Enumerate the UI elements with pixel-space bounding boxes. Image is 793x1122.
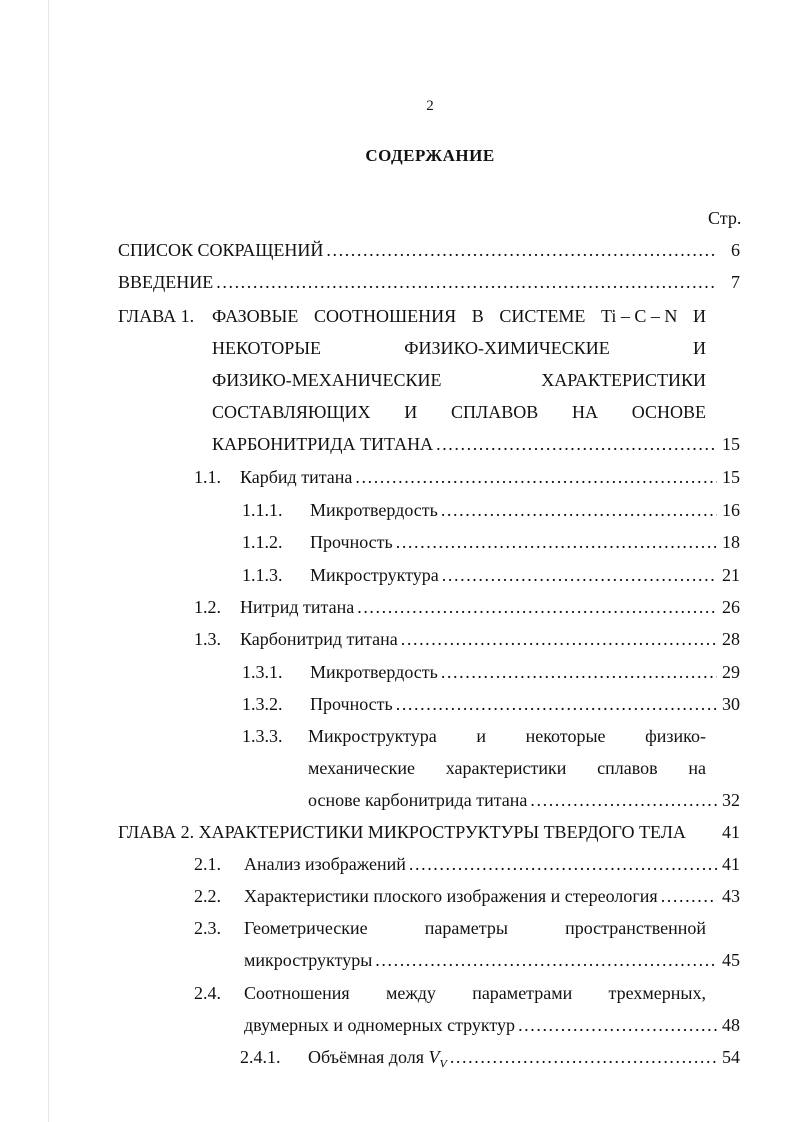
toc-page: 28 bbox=[722, 629, 740, 649]
section-number: 2.2. bbox=[194, 886, 221, 906]
word: ФАЗОВЫЕ bbox=[212, 306, 299, 326]
toc-entry-text: микроструктуры bbox=[244, 950, 373, 970]
leader-dots bbox=[442, 565, 717, 586]
word: между bbox=[385, 983, 436, 1003]
section-line bbox=[244, 886, 740, 907]
leader-dots bbox=[401, 629, 717, 650]
entry-words: Объёмная доля bbox=[308, 1047, 424, 1067]
section-number: 1.1.2. bbox=[242, 532, 283, 552]
chapter-title-line-2 bbox=[212, 338, 706, 359]
toc-entry-text: Микротвердость bbox=[310, 500, 438, 520]
symbol-letter: V bbox=[428, 1047, 440, 1067]
toc-page: 48 bbox=[722, 1015, 740, 1035]
word: ФИЗИКО-ХИМИЧЕСКИЕ bbox=[404, 338, 610, 358]
word: параметры bbox=[424, 918, 508, 938]
leader-dots bbox=[355, 467, 717, 488]
leader-dots bbox=[396, 532, 717, 553]
section-line bbox=[310, 662, 740, 683]
toc-page: 26 bbox=[722, 597, 740, 617]
page-number: 2 bbox=[426, 98, 434, 114]
word: Микроструктура bbox=[308, 726, 437, 746]
toc-page: 7 bbox=[731, 272, 740, 292]
page-column-label: Стр. bbox=[708, 208, 742, 228]
word: ФИЗИКО-МЕХАНИЧЕСКИЕ bbox=[212, 370, 442, 390]
word: ХАРАКТЕРИСТИКИ bbox=[541, 370, 706, 390]
toc-entry-chapter-2[interactable] bbox=[118, 822, 740, 843]
toc-page: 45 bbox=[722, 950, 740, 970]
word: И bbox=[404, 402, 418, 422]
word: и bbox=[476, 726, 487, 746]
section-line bbox=[240, 629, 740, 650]
leader-dots bbox=[409, 854, 717, 875]
word: пространственной bbox=[565, 918, 706, 938]
toc-entry-text: СПИСОК СОКРАЩЕНИЙ bbox=[118, 240, 324, 260]
toc-page: 41 bbox=[722, 822, 740, 842]
chapter-label: ГЛАВА 1. bbox=[118, 306, 195, 326]
section-line bbox=[310, 565, 740, 586]
word: трехмерных, bbox=[608, 983, 706, 1003]
word: физико- bbox=[645, 726, 706, 746]
word: СООТНОШЕНИЯ bbox=[313, 306, 457, 326]
word: механические bbox=[308, 758, 416, 778]
word: СИСТЕМЕ bbox=[499, 306, 586, 326]
leader-dots bbox=[441, 662, 717, 683]
toc-entry-text: основе карбонитрида титана bbox=[308, 790, 528, 810]
section-line bbox=[310, 532, 740, 553]
section-line bbox=[240, 467, 740, 488]
section-title-line-1 bbox=[244, 918, 706, 939]
word: Соотношения bbox=[244, 983, 350, 1003]
chapter-title-line-5 bbox=[212, 434, 740, 455]
section-title-line-2 bbox=[244, 1015, 740, 1036]
section-number: 1.3. bbox=[194, 629, 221, 649]
section-number: 1.1.3. bbox=[242, 565, 283, 585]
symbol-subscript: V bbox=[439, 1056, 447, 1071]
word: НА bbox=[572, 402, 599, 422]
toc-page: 30 bbox=[722, 694, 740, 714]
word: характеристики bbox=[445, 758, 567, 778]
toc-page: 41 bbox=[722, 854, 740, 874]
section-number: 1.1. bbox=[194, 467, 221, 487]
word: СОСТАВЛЯЮЩИХ bbox=[212, 402, 371, 422]
section-number: 1.3.1. bbox=[242, 662, 283, 682]
word: Геометрические bbox=[244, 918, 368, 938]
word: некоторые bbox=[525, 726, 606, 746]
section-number: 1.3.2. bbox=[242, 694, 283, 714]
section-title-line-1 bbox=[308, 726, 706, 747]
toc-entry-text: Микротвердость bbox=[310, 662, 438, 682]
toc-entry-introduction[interactable] bbox=[118, 272, 740, 293]
word: И bbox=[692, 306, 706, 326]
section-title-line-2 bbox=[244, 950, 740, 971]
word: на bbox=[688, 758, 706, 778]
section-line bbox=[244, 854, 740, 875]
toc-entry-text: КАРБОНИТРИДА ТИТАНА bbox=[212, 434, 434, 454]
word: НЕКОТОРЫЕ bbox=[212, 338, 322, 358]
toc-entry-text: двумерных и одномерных структур bbox=[244, 1015, 516, 1035]
section-title-line-3 bbox=[308, 790, 740, 811]
toc-page: 6 bbox=[731, 240, 740, 260]
toc-entry-text: Прочность bbox=[310, 532, 393, 552]
leader-dots bbox=[441, 500, 717, 521]
chapter-title-line-1 bbox=[212, 306, 706, 327]
leader-dots bbox=[518, 1015, 717, 1036]
toc-page: 16 bbox=[722, 500, 740, 520]
word: Ti – C – N bbox=[600, 306, 678, 326]
toc-page: 15 bbox=[722, 467, 740, 487]
page-title: СОДЕРЖАНИЕ bbox=[365, 146, 495, 165]
word: ОСНОВЕ bbox=[631, 402, 706, 422]
word: В bbox=[471, 306, 484, 326]
word: СПЛАВОВ bbox=[451, 402, 539, 422]
toc-entry-text bbox=[308, 1047, 447, 1072]
section-line bbox=[240, 597, 740, 618]
chapter-title-line-4 bbox=[212, 402, 706, 423]
toc-entry-text: Микроструктура bbox=[310, 565, 439, 585]
toc-page: 29 bbox=[722, 662, 740, 682]
section-title-line-1 bbox=[244, 983, 706, 1004]
section-number: 2.3. bbox=[194, 918, 221, 938]
page-edge bbox=[48, 0, 49, 1122]
section-number: 2.4.1. bbox=[240, 1047, 281, 1067]
section-number: 1.2. bbox=[194, 597, 221, 617]
toc-entry-abbreviations[interactable] bbox=[118, 240, 740, 261]
leader-dots bbox=[216, 272, 717, 293]
toc-entry-text: Прочность bbox=[310, 694, 393, 714]
leader-dots bbox=[450, 1047, 717, 1068]
chapter-title-line-3 bbox=[212, 370, 706, 391]
toc-entry-text: Нитрид титана bbox=[240, 597, 355, 617]
toc-page: 43 bbox=[722, 886, 740, 906]
section-line bbox=[308, 1047, 740, 1072]
toc-page: 32 bbox=[722, 790, 740, 810]
leader-dots bbox=[436, 434, 717, 455]
leader-dots bbox=[357, 597, 717, 618]
toc-page: 15 bbox=[722, 434, 740, 454]
toc-page: 18 bbox=[722, 532, 740, 552]
word: И bbox=[692, 338, 706, 358]
toc-page: 54 bbox=[722, 1047, 740, 1067]
leader-dots bbox=[661, 886, 717, 907]
section-number: 1.1.1. bbox=[242, 500, 283, 520]
toc-entry-text: Карбонитрид титана bbox=[240, 629, 398, 649]
section-line bbox=[310, 500, 740, 521]
toc-entry-text: ВВЕДЕНИЕ bbox=[118, 272, 214, 292]
section-title-line-2 bbox=[308, 758, 706, 779]
section-line bbox=[310, 694, 740, 715]
leader-dots bbox=[375, 950, 717, 971]
toc-entry-text: Анализ изображений bbox=[244, 854, 406, 874]
leader-dots bbox=[530, 790, 717, 811]
word: сплавов bbox=[597, 758, 658, 778]
section-number: 2.4. bbox=[194, 983, 221, 1003]
toc-page: 21 bbox=[722, 565, 740, 585]
toc-entry-text: ГЛАВА 2. ХАРАКТЕРИСТИКИ МИКРОСТРУКТУРЫ ТВЕРДОГО ТЕЛА bbox=[118, 822, 686, 842]
section-number: 2.1. bbox=[194, 854, 221, 874]
leader-dots bbox=[396, 694, 717, 715]
volume-fraction-symbol bbox=[428, 1047, 447, 1071]
section-number: 1.3.3. bbox=[242, 726, 283, 746]
toc-entry-text: Характеристики плоского изображения и стереология bbox=[244, 886, 658, 906]
word: параметрами bbox=[472, 983, 573, 1003]
toc-entry-text: Карбид титана bbox=[240, 467, 353, 487]
leader-dots bbox=[326, 240, 717, 261]
